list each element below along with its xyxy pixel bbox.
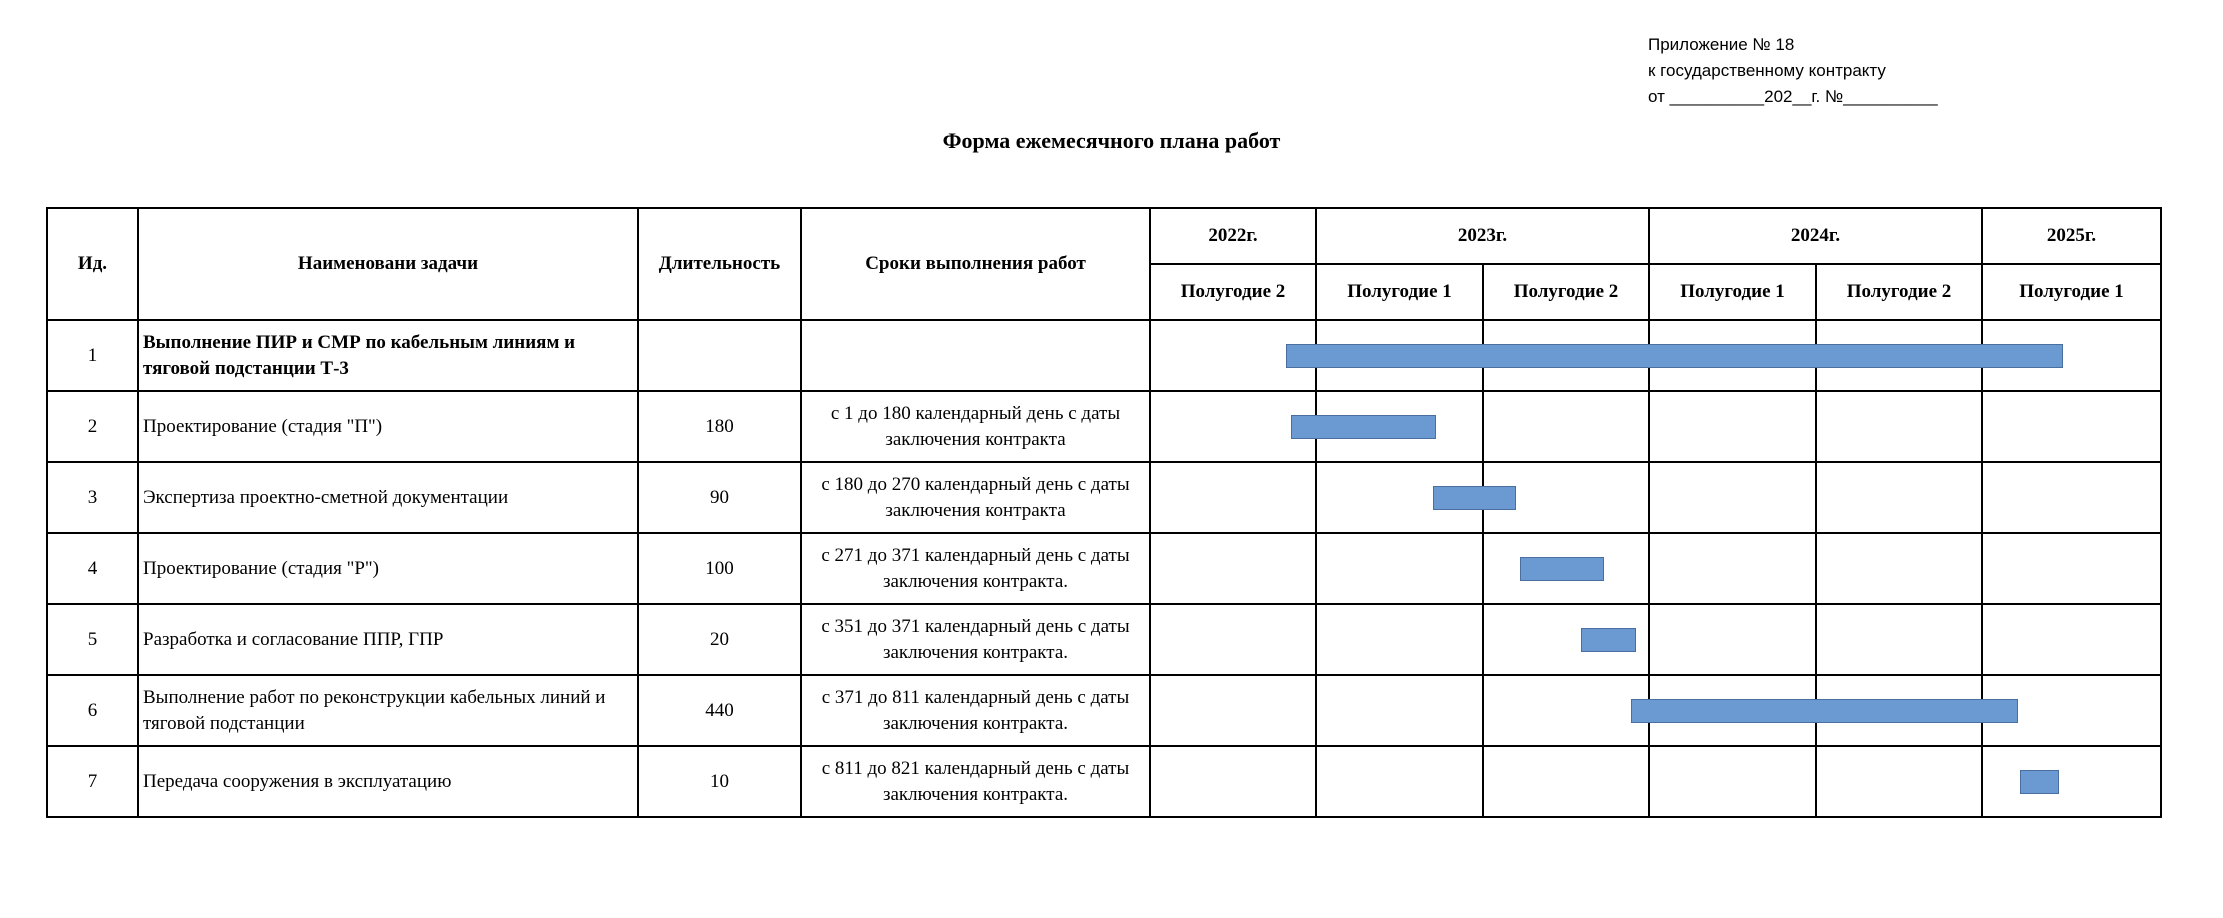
gantt-cell bbox=[1982, 604, 2161, 675]
task-id: 4 bbox=[47, 533, 138, 604]
gantt-cell bbox=[1649, 675, 1816, 746]
table-row bbox=[47, 320, 2161, 391]
header-row-years bbox=[47, 208, 2161, 264]
task-terms: с 371 до 811 календарный день с даты заключения контракта. bbox=[801, 675, 1150, 746]
table-row bbox=[47, 675, 2161, 746]
gantt-cell bbox=[1316, 320, 1483, 391]
gantt-cell bbox=[1150, 533, 1316, 604]
gantt-cell bbox=[1316, 675, 1483, 746]
task-name: Проектирование (стадия "П") bbox=[138, 391, 638, 462]
header-task-name: Наименовани задачи bbox=[138, 208, 638, 320]
task-duration: 10 bbox=[638, 746, 801, 817]
task-id: 2 bbox=[47, 391, 138, 462]
task-id: 7 bbox=[47, 746, 138, 817]
gantt-cell bbox=[1982, 320, 2161, 391]
task-name: Экспертиза проектно-сметной документации bbox=[138, 462, 638, 533]
header-half-2024-1: Полугодие 1 bbox=[1649, 264, 1816, 320]
header-year-2022: 2022г. bbox=[1150, 208, 1316, 264]
gantt-cell bbox=[1816, 746, 1982, 817]
gantt-cell bbox=[1816, 391, 1982, 462]
task-duration: 90 bbox=[638, 462, 801, 533]
task-terms: с 811 до 821 календарный день с даты заключения контракта. bbox=[801, 746, 1150, 817]
gantt-cell bbox=[1316, 604, 1483, 675]
gantt-cell bbox=[1982, 391, 2161, 462]
gantt-cell bbox=[1816, 604, 1982, 675]
task-duration: 100 bbox=[638, 533, 801, 604]
gantt-cell bbox=[1483, 746, 1649, 817]
gantt-cell bbox=[1649, 746, 1816, 817]
header-id: Ид. bbox=[47, 208, 138, 320]
gantt-cell bbox=[1483, 533, 1649, 604]
gantt-cell bbox=[1483, 675, 1649, 746]
gantt-cell bbox=[1816, 533, 1982, 604]
work-plan-table bbox=[46, 207, 2162, 818]
table-row bbox=[47, 462, 2161, 533]
gantt-cell bbox=[1649, 320, 1816, 391]
gantt-cell bbox=[1316, 533, 1483, 604]
header-half-2025-1: Полугодие 1 bbox=[1982, 264, 2161, 320]
gantt-cell bbox=[1816, 462, 1982, 533]
gantt-cell bbox=[1982, 462, 2161, 533]
gantt-cell bbox=[1649, 604, 1816, 675]
appendix-line-1: Приложение № 18 bbox=[1648, 35, 1795, 54]
header-half-2023-2: Полугодие 2 bbox=[1483, 264, 1649, 320]
task-id: 1 bbox=[47, 320, 138, 391]
task-id: 3 bbox=[47, 462, 138, 533]
gantt-cell bbox=[1316, 746, 1483, 817]
appendix-line-3: от __________202__г. №__________ bbox=[1648, 87, 1938, 106]
header-half-2022-2: Полугодие 2 bbox=[1150, 264, 1316, 320]
gantt-cell bbox=[1649, 462, 1816, 533]
task-duration: 20 bbox=[638, 604, 801, 675]
gantt-cell bbox=[1649, 391, 1816, 462]
page-title: Форма ежемесячного плана работ bbox=[942, 128, 1281, 153]
gantt-cell bbox=[1150, 462, 1316, 533]
gantt-cell bbox=[1649, 533, 1816, 604]
gantt-cell bbox=[1150, 675, 1316, 746]
task-name: Разработка и согласование ППР, ГПР bbox=[138, 604, 638, 675]
gantt-cell bbox=[1150, 604, 1316, 675]
task-name: Выполнение ПИР и СМР по кабельным линиям и тяговой подстанции Т-3 bbox=[138, 320, 638, 391]
task-id: 6 bbox=[47, 675, 138, 746]
appendix-note bbox=[1648, 32, 1938, 110]
gantt-cell bbox=[1150, 391, 1316, 462]
task-terms: с 271 до 371 календарный день с даты заключения контракта. bbox=[801, 533, 1150, 604]
header-terms: Сроки выполнения работ bbox=[801, 208, 1150, 320]
task-id: 5 bbox=[47, 604, 138, 675]
gantt-cell bbox=[1316, 391, 1483, 462]
header-year-2023: 2023г. bbox=[1316, 208, 1649, 264]
work-plan-sheet bbox=[46, 207, 2156, 815]
gantt-cell bbox=[1982, 533, 2161, 604]
task-duration: 180 bbox=[638, 391, 801, 462]
gantt-cell bbox=[1982, 746, 2161, 817]
table-row bbox=[47, 533, 2161, 604]
gantt-cell bbox=[1150, 320, 1316, 391]
gantt-cell bbox=[1483, 391, 1649, 462]
header-duration: Длительность bbox=[638, 208, 801, 320]
task-terms: с 351 до 371 календарный день с даты заключения контракта. bbox=[801, 604, 1150, 675]
task-terms: с 180 до 270 календарный день с даты заключения контракта bbox=[801, 462, 1150, 533]
gantt-cell bbox=[1316, 462, 1483, 533]
gantt-cell bbox=[1982, 675, 2161, 746]
header-half-2024-2: Полугодие 2 bbox=[1816, 264, 1982, 320]
appendix-line-2: к государственному контракту bbox=[1648, 61, 1886, 80]
gantt-cell bbox=[1483, 462, 1649, 533]
header-year-2025: 2025г. bbox=[1982, 208, 2161, 264]
task-duration bbox=[638, 320, 801, 391]
task-duration: 440 bbox=[638, 675, 801, 746]
gantt-cell bbox=[1816, 320, 1982, 391]
table-row bbox=[47, 746, 2161, 817]
table-row bbox=[47, 604, 2161, 675]
gantt-cell bbox=[1483, 604, 1649, 675]
gantt-cell bbox=[1150, 746, 1316, 817]
gantt-cell bbox=[1816, 675, 1982, 746]
table-row bbox=[47, 391, 2161, 462]
gantt-cell bbox=[1483, 320, 1649, 391]
task-name: Передача сооружения в эксплуатацию bbox=[138, 746, 638, 817]
header-year-2024: 2024г. bbox=[1649, 208, 1982, 264]
task-name: Выполнение работ по реконструкции кабельных линий и тяговой подстанции bbox=[138, 675, 638, 746]
header-half-2023-1: Полугодие 1 bbox=[1316, 264, 1483, 320]
task-name: Проектирование (стадия "Р") bbox=[138, 533, 638, 604]
task-terms: с 1 до 180 календарный день с даты заключения контракта bbox=[801, 391, 1150, 462]
task-terms bbox=[801, 320, 1150, 391]
